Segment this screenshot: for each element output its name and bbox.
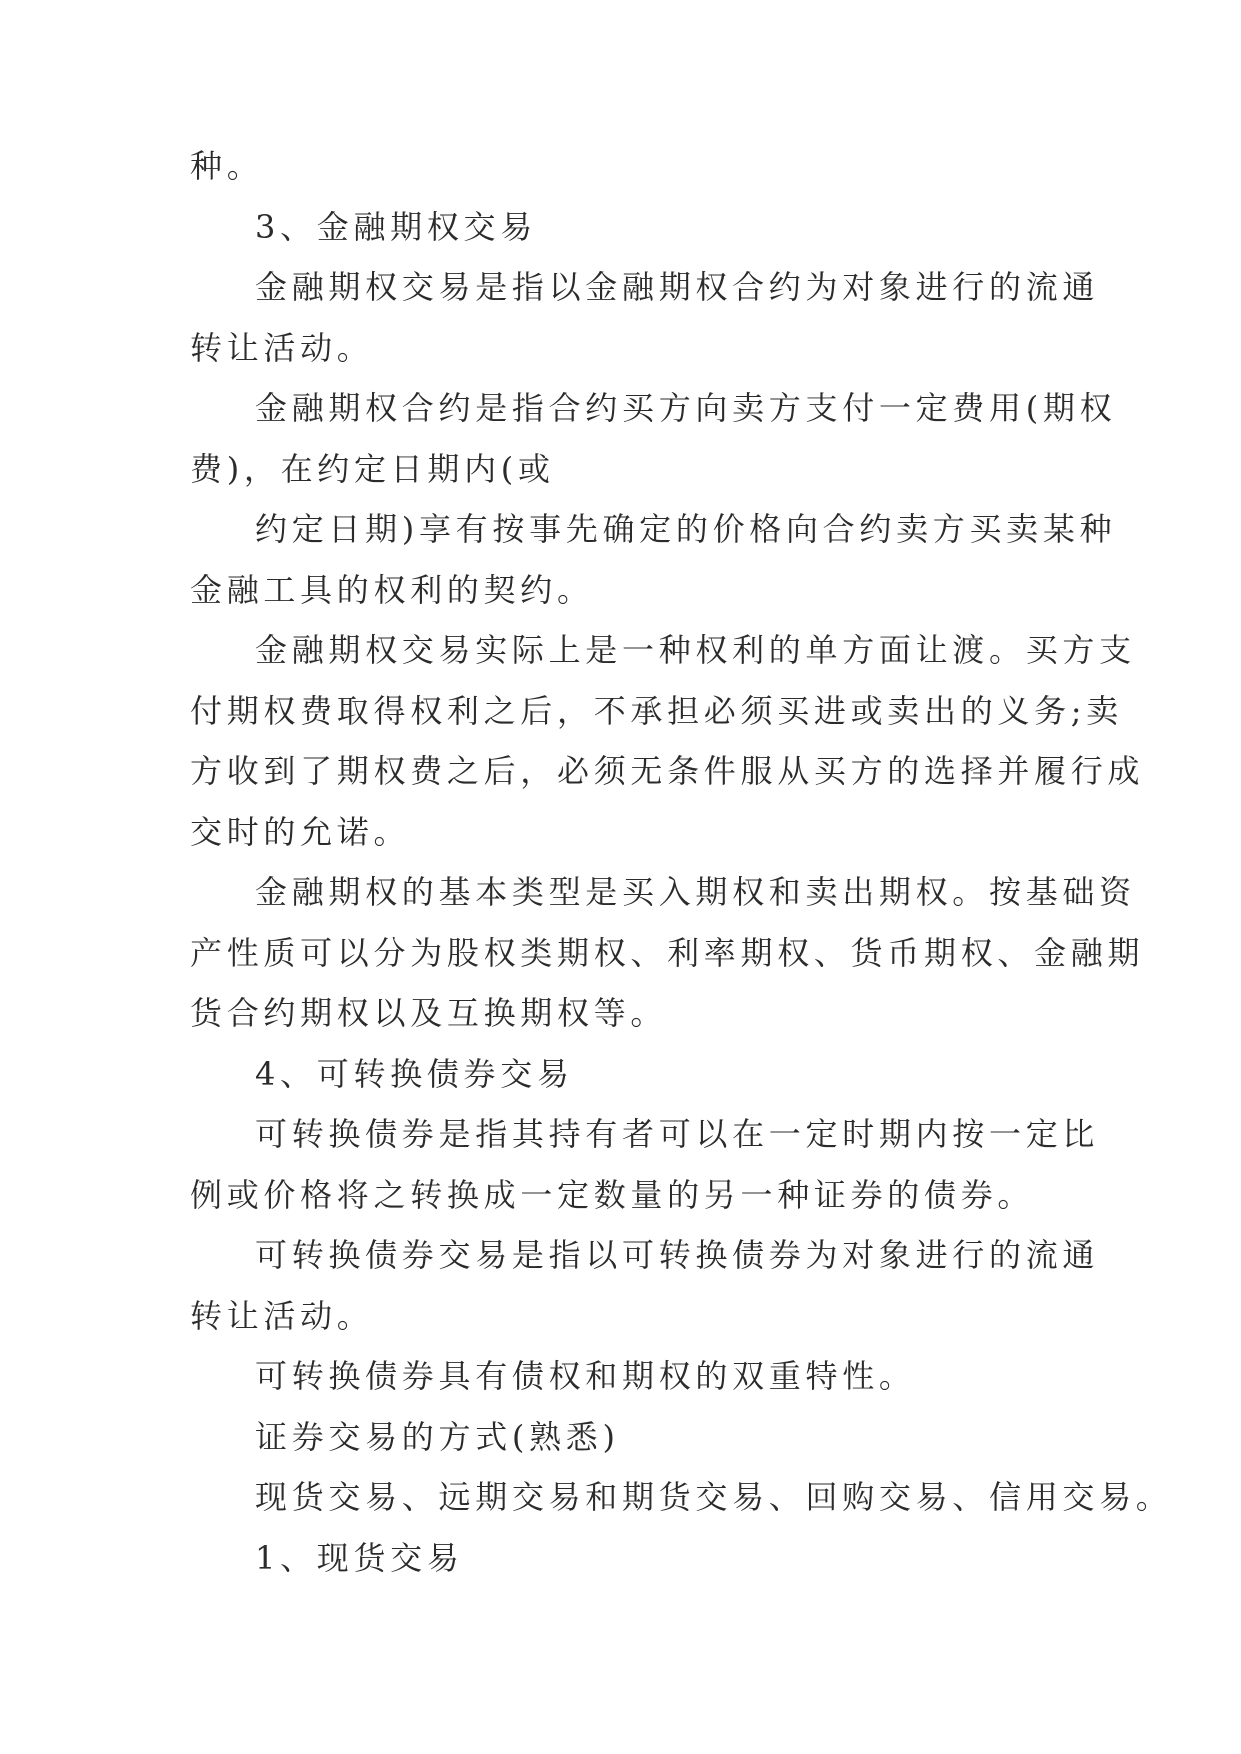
text-line: 付期权费取得权利之后，不承担必须买进或卖出的义务;卖 [190,692,1123,730]
text-line: 可转换债券是指其持有者可以在一定时期内按一定比 [255,1115,1100,1153]
section-heading: 4、可转换债券交易 [255,1055,574,1093]
text-line: 交时的允诺。 [190,813,411,851]
text-line: 货合约期权以及互换期权等。 [190,994,668,1032]
section-heading: 3、金融期权交易 [255,208,537,246]
text-line: 方收到了期权费之后，必须无条件服从买方的选择并履行成 [190,752,1145,790]
text-line: 金融工具的权利的契约。 [190,571,594,609]
text-line: 可转换债券交易是指以可转换债券为对象进行的流通 [255,1236,1100,1274]
text-line: 金融期权交易实际上是一种权利的单方面让渡。买方支 [255,631,1136,669]
text-line: 约定日期)享有按事先确定的价格向合约卖方买卖某种 [255,510,1117,548]
text-line: 产性质可以分为股权类期权、利率期权、货币期权、金融期 [190,934,1145,972]
text-line: 金融期权的基本类型是买入期权和卖出期权。按基础资 [255,873,1136,911]
section-heading: 证券交易的方式(熟悉) [255,1418,620,1456]
text-line: 种。 [190,147,264,185]
section-heading: 1、现货交易 [255,1539,464,1577]
text-line: 可转换债券具有债权和期权的双重特性。 [255,1357,916,1395]
text-line: 例或价格将之转换成一定数量的另一种证券的债券。 [190,1176,1035,1214]
text-line: 转让活动。 [190,329,374,367]
text-line: 转让活动。 [190,1297,374,1335]
text-line: 现货交易、远期交易和期货交易、回购交易、信用交易。 [255,1478,1173,1516]
text-line: 金融期权交易是指以金融期权合约为对象进行的流通 [255,268,1100,306]
text-line: 金融期权合约是指合约买方向卖方支付一定费用(期权 [255,389,1117,427]
text-line: 费)，在约定日期内(或 [190,450,555,488]
